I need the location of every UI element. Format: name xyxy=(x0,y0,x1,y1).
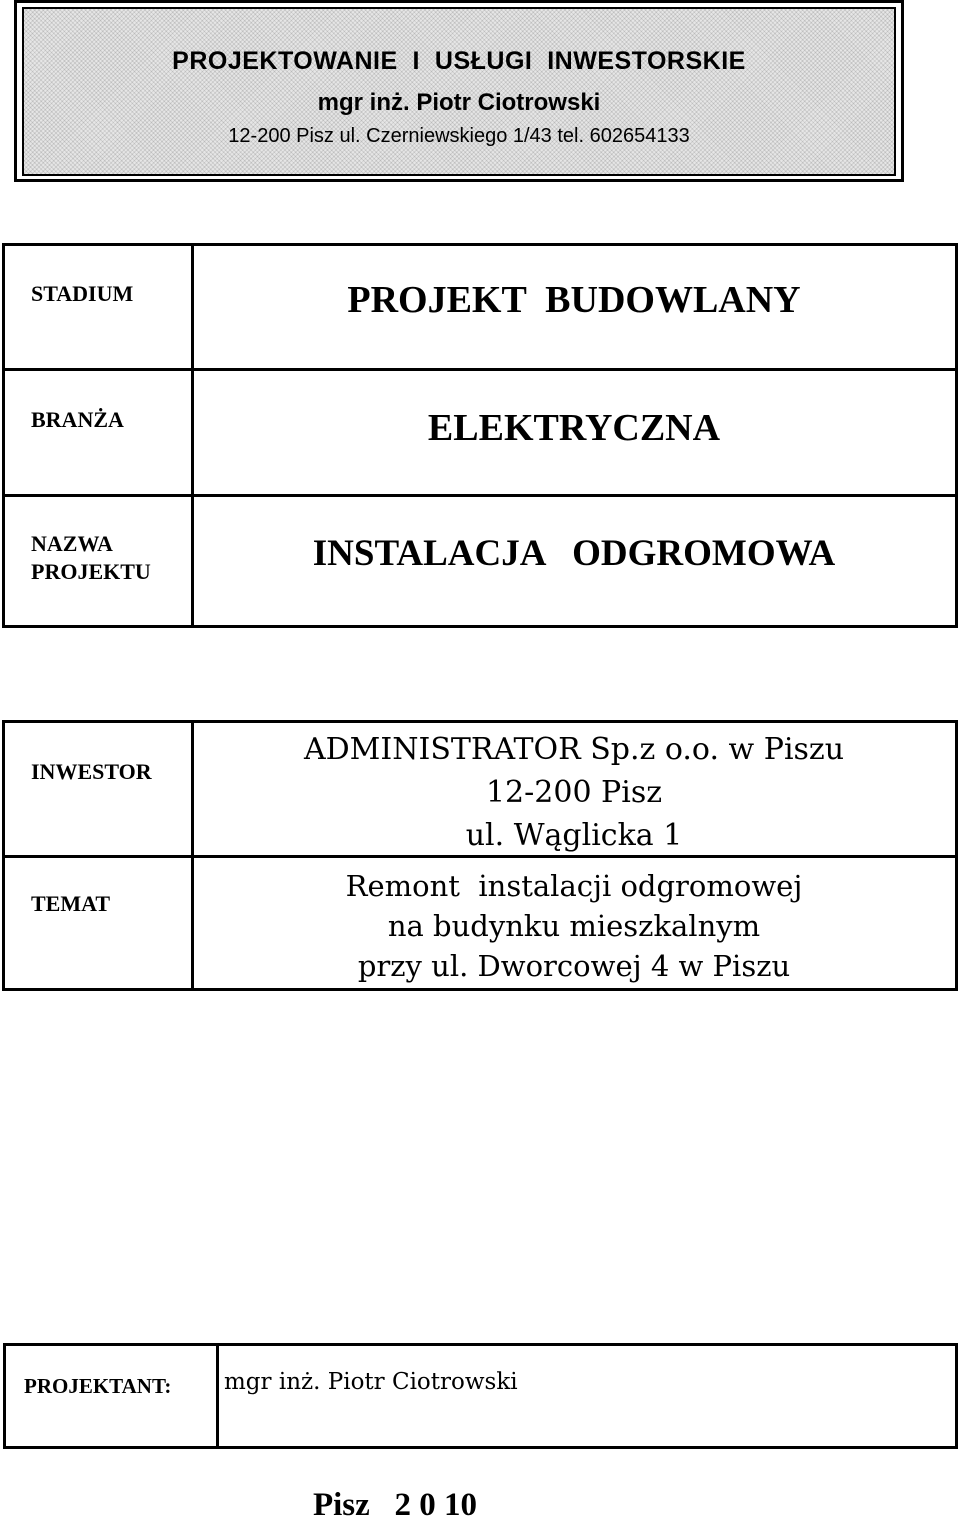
investor-label: INWESTOR xyxy=(31,759,152,784)
project-name-label-line2: PROJEKTU xyxy=(31,559,151,584)
topic-line-3: przy ul. Dworcowej 4 w Piszu xyxy=(357,949,791,983)
branza-value: ELEKTRYCZNA xyxy=(427,407,721,449)
company-name: PROJEKTOWANIE I USŁUGI INWESTORSKIE xyxy=(172,47,746,75)
table-divider xyxy=(5,368,955,371)
project-name-value: INSTALACJA ODGROMOWA xyxy=(312,533,836,574)
investor-line-1: ADMINISTRATOR Sp.z o.o. w Piszu xyxy=(303,732,845,767)
stadium-label: STADIUM xyxy=(31,281,134,306)
stadium-value: PROJEKT BUDOWLANY xyxy=(347,279,801,321)
topic-label: TEMAT xyxy=(31,891,111,916)
topic-line-1: Remont instalacji odgromowej xyxy=(345,869,803,903)
designer-label: PROJEKTANT: xyxy=(24,1374,172,1398)
table-divider xyxy=(5,494,955,497)
investor-line-2: 12-200 Pisz xyxy=(485,775,663,810)
place-and-year: Pisz 2 0 10 xyxy=(312,1487,478,1523)
table-divider-vertical xyxy=(216,1346,219,1446)
designer-table xyxy=(3,1343,958,1449)
header-panel xyxy=(22,7,896,176)
branza-label: BRANŻA xyxy=(31,407,124,432)
company-person: mgr inż. Piotr Ciotrowski xyxy=(317,89,601,116)
investor-line-3: ul. Wąglicka 1 xyxy=(465,818,683,853)
company-address: 12-200 Pisz ul. Czerniewskiego 1/43 tel. 602654133 xyxy=(228,125,690,147)
project-name-label-line1: NAZWA xyxy=(31,531,113,556)
designer-value: mgr inż. Piotr Ciotrowski xyxy=(224,1369,518,1395)
project-info-table xyxy=(2,243,958,628)
investor-topic-table xyxy=(2,720,958,991)
topic-line-2: na budynku mieszkalnym xyxy=(387,909,761,943)
project-name-label xyxy=(31,530,151,586)
